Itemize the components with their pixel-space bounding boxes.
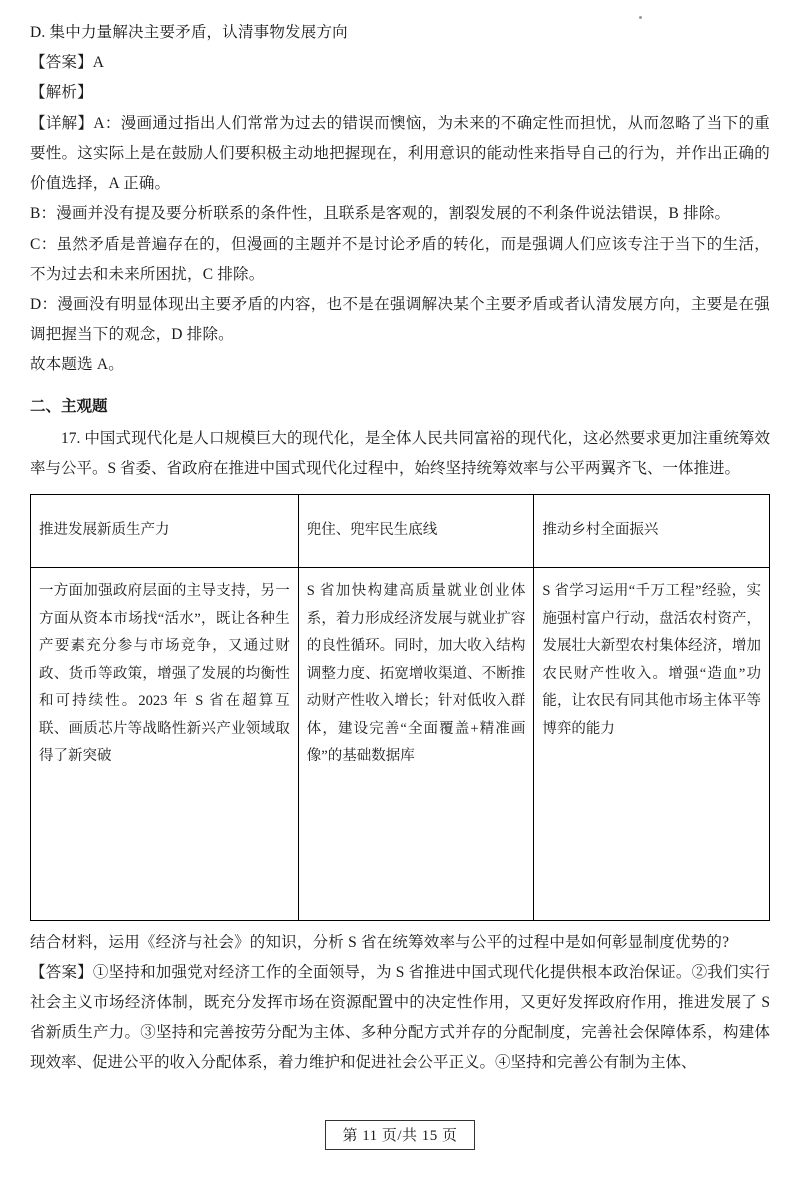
question-17-block: [30, 424, 770, 1079]
detail-explanation-b: B：漫画并没有提及要分析联系的条件性，且联系是客观的，割裂发展的不利条件说法错误，B 排除。: [30, 205, 731, 223]
table-header-cell-3: 推动乡村全面振兴: [534, 495, 770, 568]
material-table: [30, 494, 770, 921]
table-header-cell-1: 推进发展新质生产力: [31, 495, 299, 568]
table-cell-2: S 省加快构建高质量就业创业体系，着力形成经济发展与就业扩容的良性循环。同时，加大收入结构调整力度、拓宽增收渠道、不断推动财产性收入增长；针对低收入群体，建设完善“全面覆盖+精准画像”的基础数据库: [298, 568, 534, 921]
detail-explanation-a: 【详解】A：漫画通过指出人们常常为过去的错误而懊恼，为未来的不确定性而担忧，从而忽略了当下的重要性。这实际上是在鼓励人们要积极主动地把握现在，利用意识的能动性来指导自己的行为，并作出正确的价值选择，A 正确。: [30, 114, 770, 193]
detail-explanation-c: C：虽然矛盾是普遍存在的，但漫画的主题并不是讨论矛盾的转化，而是强调人们应该专注于当下的生活，不为过去和未来所困扰，C 排除。: [30, 235, 770, 283]
section-heading-subjective: 二、主观题: [30, 397, 108, 415]
question-17-prompt: 结合材料，运用《经济与社会》的知识，分析 S 省在统筹效率与公平的过程中是如何彰显制度优势的?: [30, 934, 730, 952]
answer-conclusion: 故本题选 A。: [30, 356, 124, 374]
page-number: 第 11 页/共 15 页: [325, 1120, 474, 1150]
page-marker-dot: [639, 16, 642, 19]
question-17-stem: 17. 中国式现代化是人口规模巨大的现代化，是全体人民共同富裕的现代化，这必然要求更加注重统筹效率与公平。S 省委、省政府在推进中国式现代化过程中，始终坚持统筹效率与公平两翼齐飞、一体推进。: [30, 429, 770, 477]
detail-explanation-d: D：漫画没有明显体现出主要矛盾的内容，也不是在强调解决某个主要矛盾或者认清发展方向，主要是在强调把握当下的观念，D 排除。: [30, 295, 770, 344]
table-row: [31, 568, 770, 921]
page-footer: [0, 1120, 800, 1150]
table-cell-3: S 省学习运用“千万工程”经验，实施强村富户行动，盘活农村资产，发展壮大新型农村集体经济，增加农民财产性收入。增强“造血”功能，让农民有同其他市场主体平等博弈的能力: [534, 568, 770, 921]
choice-option-d: D. 集中力量解决主要矛盾，认清事物发展方向: [30, 24, 348, 41]
table-cell-1: 一方面加强政府层面的主导支持，另一方面从资本市场找“活水”，既让各种生产要素充分参与市场竞争，又通过财政、货币等政策，增强了发展的均衡性和可持续性。2023 年 S 省在超算互联、画质芯片等战略性新兴产业领域取得了新突破: [31, 568, 299, 921]
analysis-label: 【解析】: [30, 84, 93, 102]
question-17-answer: 【答案】①坚持和加强党对经济工作的全面领导，为 S 省推进中国式现代化提供根本政治保证。②我们实行社会主义市场经济体制，既充分发挥市场在资源配置中的决定性作用，又更好发挥政府作用，推进发展了 S 省新质生产力。③坚持和完善按劳分配为主体、多种分配方式并存的分配制度，完善社会保障体系，构建体现效率、促进公平的收入分配体系，着力维护和促进社会公平正义。④坚持和完善公有制为主体、: [30, 963, 770, 1072]
table-header-row: [31, 495, 770, 568]
table-header-cell-2: 兜住、兜牢民生底线: [298, 495, 534, 568]
answer-label: 【答案】A: [30, 54, 105, 72]
